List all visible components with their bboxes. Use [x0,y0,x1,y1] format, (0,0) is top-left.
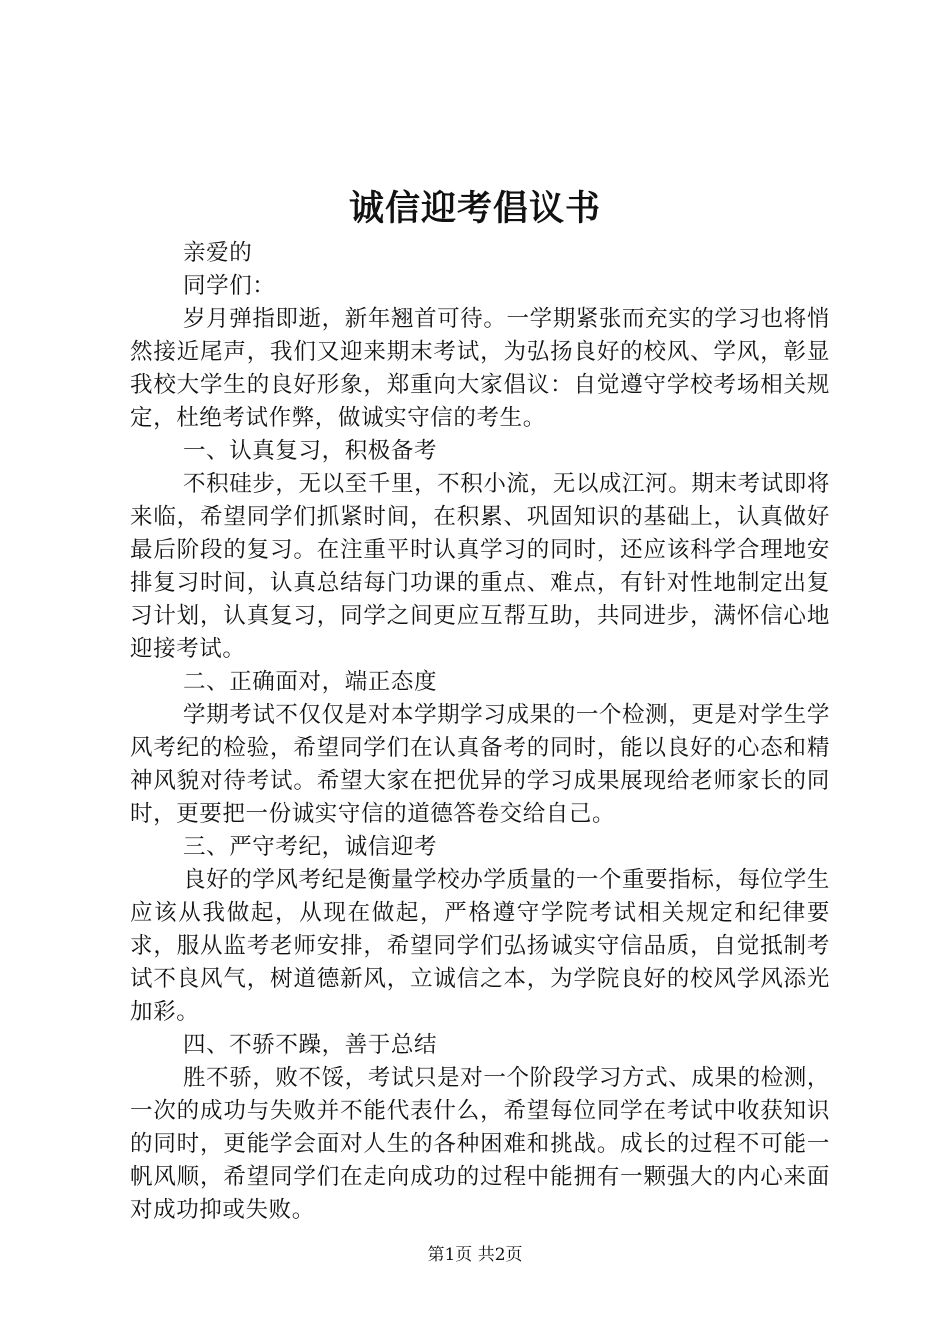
intro-paragraph: 岁月弹指即逝，新年翘首可待。一学期紧张而充实的学习也将悄然接近尾声，我们又迎来期末考试，为弘扬良好的校风、学风，彰显我校大学生的良好形象，郑重向大家倡议：自觉遵守学校考场相关规定，杜绝考试作弊，做诚实守信的考生。 [130,306,830,431]
document-body [130,237,830,1227]
greeting-line-1: 亲爱的 [183,240,253,266]
section-paragraph-4: 胜不骄，败不馁，考试只是对一个阶段学习方式、成果的检测，一次的成功与失败并不能代表什么，希望每位同学在考试中收获知识的同时，更能学会面对人生的各种困难和挑战。成长的过程不可能一帆风顺，希望同学们在走向成功的过程中能拥有一颗强大的内心来面对成功抑或失败。 [130,1065,830,1223]
page-footer: 第1页 共2页 [427,1245,523,1265]
greeting-line-2: 同学们： [183,273,276,299]
section-heading-3: 三、严守考纪，诚信迎考 [183,834,438,860]
section-paragraph-2: 学期考试不仅仅是对本学期学习成果的一个检测，更是对学生学风考纪的检验，希望同学们在认真备考的同时，能以良好的心态和精神风貌对待考试。希望大家在把优异的学习成果展现给老师家长的同时，更要把一份诚实守信的道德答卷交给自己。 [130,702,830,827]
document-title: 诚信迎考倡议书 [348,188,601,229]
section-paragraph-3: 良好的学风考纪是衡量学校办学质量的一个重要指标，每位学生应该从我做起，从现在做起，严格遵守学院考试相关规定和纪律要求，服从监考老师安排，希望同学们弘扬诚实守信品质，自觉抵制考试不良风气，树道德新风，立诚信之本，为学院良好的校风学风添光加彩。 [130,867,830,1025]
section-heading-1: 一、认真复习，积极备考 [183,438,438,464]
section-heading-2: 二、正确面对，端正态度 [183,669,438,695]
section-heading-4: 四、不骄不躁，善于总结 [183,1032,438,1058]
section-paragraph-1: 不积硅步，无以至千里，不积小流，无以成江河。期末考试即将来临，希望同学们抓紧时间，在积累、巩固知识的基础上，认真做好最后阶段的复习。在注重平时认真学习的同时，还应该科学合理地安排复习时间，认真总结每门功课的重点、难点，有针对性地制定出复习计划，认真复习，同学之间更应互帮互助，共同进步，满怀信心地迎接考试。 [130,471,830,662]
